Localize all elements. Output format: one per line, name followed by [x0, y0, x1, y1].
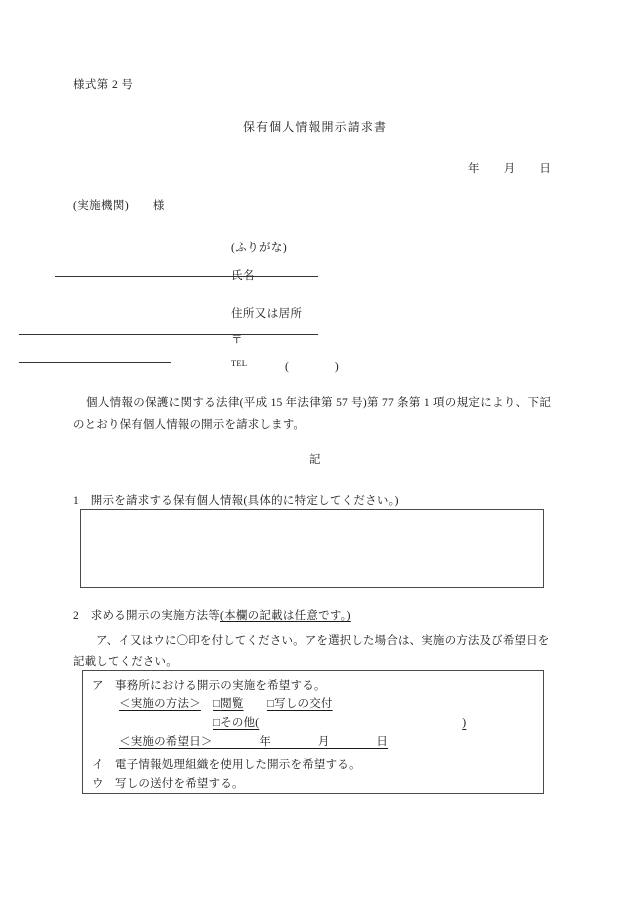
wish-date-label: ＜実施の希望日＞: [119, 736, 213, 748]
section1-title: 開示を請求する保有個人情報(具体的に特定してください。): [90, 495, 399, 507]
option-i-text: 電子情報処理組織を使用した開示を希望する。: [115, 759, 361, 771]
option-a-marker[interactable]: ア: [92, 680, 104, 692]
checkbox-other-label: その他: [220, 717, 256, 729]
legal-basis-paragraph: [73, 392, 551, 436]
method-label: ＜実施の方法＞: [119, 698, 201, 710]
telephone-input-rule[interactable]: [19, 362, 171, 363]
checkbox-viewing[interactable]: [213, 698, 244, 710]
checkbox-other-row[interactable]: [213, 714, 466, 730]
page-title: 保有個人情報開示請求書: [242, 120, 388, 134]
section2-title: 求める開示の実施方法等: [90, 610, 220, 622]
wish-date-row[interactable]: [119, 733, 388, 749]
section2-optional-note: (本欄の記載は任意です。): [220, 610, 351, 622]
option-u-marker[interactable]: ウ: [92, 778, 104, 790]
furigana-label: (ふりがな): [231, 242, 288, 254]
section2-instructions: [73, 631, 551, 673]
checkbox-copy-delivery-box[interactable]: □: [266, 698, 275, 710]
checkbox-copy-delivery[interactable]: [267, 698, 333, 710]
section1-input-box[interactable]: [80, 509, 544, 588]
name-input-rule[interactable]: [55, 276, 318, 277]
date-line: 年 月 日: [468, 163, 552, 175]
disclosure-method-table: [82, 670, 544, 794]
option-u-text: 写しの送付を希望する。: [115, 778, 244, 790]
section1-heading: [73, 496, 399, 508]
address-input-rule[interactable]: [19, 334, 318, 335]
form-number: 様式第 2 号: [73, 79, 134, 91]
wish-date-fields[interactable]: 年 月 日: [259, 736, 389, 748]
option-a-text: 事務所における開示の実施を希望する。: [115, 680, 326, 692]
checkbox-viewing-box[interactable]: □: [213, 698, 221, 710]
other-close-paren: ): [462, 717, 467, 729]
section2-heading: [73, 611, 351, 623]
other-open-paren: (: [255, 717, 260, 729]
name-label: 氏名: [231, 270, 255, 282]
postal-code-label: 〒: [231, 334, 243, 346]
addressee-line: (実施機関) 様: [73, 200, 165, 212]
legal-basis-text: 個人情報の保護に関する法律(平成 15 年法律第 57 号)第 77 条第 1 項の規定により、下記のとおり保有個人情報の開示を請求します。: [73, 397, 551, 431]
section2-number: 2: [73, 610, 79, 622]
checkbox-copy-delivery-label: 写しの交付: [274, 698, 333, 710]
checkbox-viewing-label: 閲覧: [220, 698, 244, 710]
telephone-label: TEL: [231, 358, 248, 368]
section2-instructions-text: ア、イ又はウに〇印を付してください。アを選択した場合は、実施の方法及び希望日を記載してください。: [73, 635, 550, 668]
checkbox-other-box[interactable]: □: [213, 717, 221, 729]
option-i-marker[interactable]: イ: [92, 759, 104, 771]
telephone-parentheses: ( ): [285, 361, 339, 373]
address-label: 住所又は居所: [231, 308, 303, 320]
ki-marker: 記: [309, 454, 321, 466]
section1-number: 1: [73, 495, 79, 507]
method-choices: [213, 695, 333, 711]
